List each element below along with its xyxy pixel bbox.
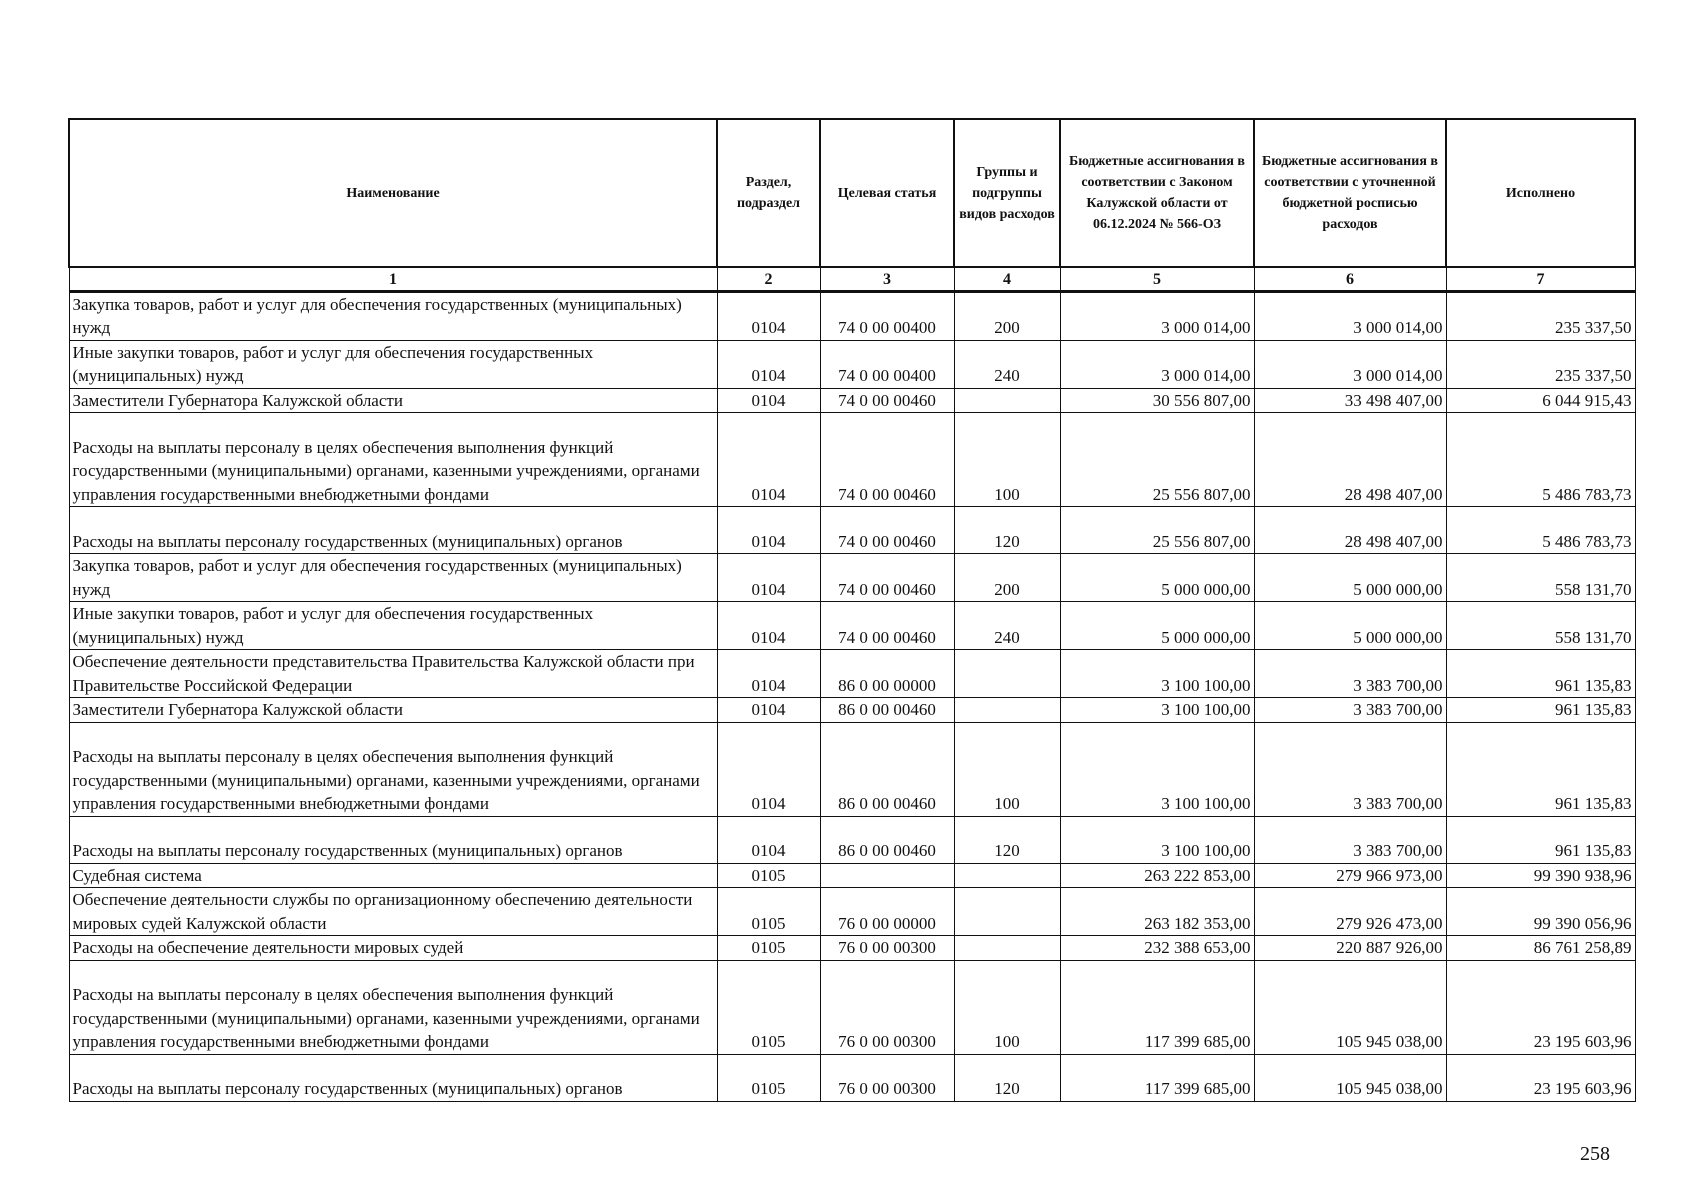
cell-target: 76 0 00 00300: [820, 936, 954, 961]
cell-executed-amount: 961 135,83: [1446, 650, 1635, 698]
table-row: [69, 340, 1635, 388]
header-refined: Бюджетные ассигнования в соответствии с уточненной бюджетной росписью расходов: [1254, 119, 1446, 267]
cell-name: Закупка товаров, работ и услуг для обеспечения государственных (муниципальных) нужд: [69, 291, 717, 340]
column-number: 5: [1060, 267, 1254, 291]
table-row: [69, 602, 1635, 650]
table-row: [69, 960, 1635, 1054]
cell-law-amount: 5 000 000,00: [1060, 602, 1254, 650]
cell-law-amount: 5 000 000,00: [1060, 554, 1254, 602]
cell-refined-amount: 105 945 038,00: [1254, 1054, 1446, 1101]
cell-target: [820, 863, 954, 888]
cell-law-amount: 263 182 353,00: [1060, 888, 1254, 936]
cell-section: 0105: [717, 888, 820, 936]
cell-section: 0104: [717, 650, 820, 698]
cell-target: 74 0 00 00460: [820, 507, 954, 554]
cell-executed-amount: 23 195 603,96: [1446, 1054, 1635, 1101]
cell-group: 120: [954, 1054, 1060, 1101]
cell-section: 0104: [717, 507, 820, 554]
cell-group: 100: [954, 722, 1060, 816]
cell-name: Расходы на выплаты персоналу в целях обеспечения выполнения функций государственными (муниципальными) органами, казенными учреждениями, органами управления государственными внебюджетными фондами: [69, 413, 717, 507]
column-number: 2: [717, 267, 820, 291]
cell-target: 86 0 00 00460: [820, 816, 954, 863]
table-row: [69, 413, 1635, 507]
cell-law-amount: 117 399 685,00: [1060, 1054, 1254, 1101]
column-number: 7: [1446, 267, 1635, 291]
cell-name: Судебная система: [69, 863, 717, 888]
cell-target: 86 0 00 00460: [820, 722, 954, 816]
cell-group: [954, 888, 1060, 936]
cell-refined-amount: 3 383 700,00: [1254, 698, 1446, 723]
cell-executed-amount: 5 486 783,73: [1446, 413, 1635, 507]
cell-refined-amount: 33 498 407,00: [1254, 388, 1446, 413]
cell-group: 120: [954, 816, 1060, 863]
cell-refined-amount: 105 945 038,00: [1254, 960, 1446, 1054]
table-row: [69, 816, 1635, 863]
cell-name: Заместители Губернатора Калужской области: [69, 698, 717, 723]
cell-refined-amount: 3 383 700,00: [1254, 722, 1446, 816]
cell-name: Обеспечение деятельности представительства Правительства Калужской области при Правительстве Российской Федерации: [69, 650, 717, 698]
cell-refined-amount: 279 926 473,00: [1254, 888, 1446, 936]
cell-law-amount: 3 100 100,00: [1060, 698, 1254, 723]
cell-target: 74 0 00 00400: [820, 291, 954, 340]
cell-executed-amount: 558 131,70: [1446, 602, 1635, 650]
cell-refined-amount: 3 383 700,00: [1254, 650, 1446, 698]
cell-group: [954, 650, 1060, 698]
header-group: Группы и подгруппы видов расходов: [954, 119, 1060, 267]
cell-executed-amount: 5 486 783,73: [1446, 507, 1635, 554]
cell-section: 0104: [717, 816, 820, 863]
cell-refined-amount: 220 887 926,00: [1254, 936, 1446, 961]
cell-target: 86 0 00 00460: [820, 698, 954, 723]
cell-section: 0104: [717, 554, 820, 602]
cell-law-amount: 3 100 100,00: [1060, 722, 1254, 816]
column-number: 4: [954, 267, 1060, 291]
cell-executed-amount: 558 131,70: [1446, 554, 1635, 602]
cell-section: 0104: [717, 722, 820, 816]
column-number: 3: [820, 267, 954, 291]
cell-name: Расходы на обеспечение деятельности мировых судей: [69, 936, 717, 961]
cell-name: Расходы на выплаты персоналу в целях обеспечения выполнения функций государственными (муниципальными) органами, казенными учреждениями, органами управления государственными внебюджетными фондами: [69, 722, 717, 816]
cell-section: 0104: [717, 340, 820, 388]
cell-name: Расходы на выплаты персоналу государственных (муниципальных) органов: [69, 816, 717, 863]
cell-group: [954, 863, 1060, 888]
column-number: 1: [69, 267, 717, 291]
cell-section: 0104: [717, 413, 820, 507]
cell-name: Заместители Губернатора Калужской области: [69, 388, 717, 413]
cell-name: Расходы на выплаты персоналу государственных (муниципальных) органов: [69, 1054, 717, 1101]
header-law: Бюджетные ассигнования в соответствии с Законом Калужской области от 06.12.2024 № 566-ОЗ: [1060, 119, 1254, 267]
cell-group: 240: [954, 340, 1060, 388]
cell-executed-amount: 235 337,50: [1446, 340, 1635, 388]
cell-section: 0104: [717, 291, 820, 340]
cell-section: 0105: [717, 1054, 820, 1101]
table-row: [69, 863, 1635, 888]
budget-table: [68, 118, 1636, 1102]
cell-name: Расходы на выплаты персоналу государственных (муниципальных) органов: [69, 507, 717, 554]
table-row: [69, 1054, 1635, 1101]
cell-target: 74 0 00 00400: [820, 340, 954, 388]
table-row: [69, 722, 1635, 816]
header-executed: Исполнено: [1446, 119, 1635, 267]
table-row: [69, 650, 1635, 698]
cell-target: 76 0 00 00300: [820, 1054, 954, 1101]
table-row: [69, 888, 1635, 936]
cell-law-amount: 232 388 653,00: [1060, 936, 1254, 961]
table-row: [69, 554, 1635, 602]
cell-law-amount: 3 100 100,00: [1060, 650, 1254, 698]
cell-name: Закупка товаров, работ и услуг для обеспечения государственных (муниципальных) нужд: [69, 554, 717, 602]
table-row: [69, 291, 1635, 340]
cell-target: 76 0 00 00300: [820, 960, 954, 1054]
cell-refined-amount: 5 000 000,00: [1254, 602, 1446, 650]
column-number-row: [69, 267, 1635, 291]
cell-executed-amount: 6 044 915,43: [1446, 388, 1635, 413]
cell-law-amount: 3 000 014,00: [1060, 340, 1254, 388]
cell-target: 74 0 00 00460: [820, 388, 954, 413]
cell-target: 74 0 00 00460: [820, 554, 954, 602]
cell-group: [954, 388, 1060, 413]
cell-section: 0105: [717, 936, 820, 961]
cell-group: 100: [954, 413, 1060, 507]
cell-executed-amount: 99 390 938,96: [1446, 863, 1635, 888]
cell-name: Иные закупки товаров, работ и услуг для обеспечения государственных (муниципальных) нужд: [69, 602, 717, 650]
cell-target: 76 0 00 00000: [820, 888, 954, 936]
cell-refined-amount: 279 966 973,00: [1254, 863, 1446, 888]
cell-group: 100: [954, 960, 1060, 1054]
page-number: 258: [1580, 1143, 1610, 1165]
cell-law-amount: 117 399 685,00: [1060, 960, 1254, 1054]
cell-refined-amount: 28 498 407,00: [1254, 507, 1446, 554]
cell-group: 200: [954, 291, 1060, 340]
table-row: [69, 388, 1635, 413]
cell-target: 86 0 00 00000: [820, 650, 954, 698]
cell-name: Иные закупки товаров, работ и услуг для обеспечения государственных (муниципальных) нужд: [69, 340, 717, 388]
cell-group: 120: [954, 507, 1060, 554]
cell-group: [954, 698, 1060, 723]
cell-law-amount: 25 556 807,00: [1060, 507, 1254, 554]
cell-section: 0104: [717, 602, 820, 650]
cell-executed-amount: 235 337,50: [1446, 291, 1635, 340]
cell-refined-amount: 3 000 014,00: [1254, 340, 1446, 388]
cell-section: 0104: [717, 698, 820, 723]
cell-law-amount: 30 556 807,00: [1060, 388, 1254, 413]
cell-executed-amount: 961 135,83: [1446, 698, 1635, 723]
header-name: Наименование: [69, 119, 717, 267]
budget-document: [68, 118, 1634, 1102]
cell-executed-amount: 961 135,83: [1446, 816, 1635, 863]
cell-refined-amount: 5 000 000,00: [1254, 554, 1446, 602]
table-row: [69, 936, 1635, 961]
header-target: Целевая статья: [820, 119, 954, 267]
cell-refined-amount: 28 498 407,00: [1254, 413, 1446, 507]
budget-table-body: [69, 291, 1635, 1101]
cell-law-amount: 263 222 853,00: [1060, 863, 1254, 888]
cell-executed-amount: 86 761 258,89: [1446, 936, 1635, 961]
table-row: [69, 698, 1635, 723]
table-row: [69, 507, 1635, 554]
header-row: [69, 119, 1635, 267]
cell-name: Расходы на выплаты персоналу в целях обеспечения выполнения функций государственными (муниципальными) органами, казенными учреждениями, органами управления государственными внебюджетными фондами: [69, 960, 717, 1054]
column-number: 6: [1254, 267, 1446, 291]
header-section: Раздел, подраздел: [717, 119, 820, 267]
cell-law-amount: 25 556 807,00: [1060, 413, 1254, 507]
cell-executed-amount: 99 390 056,96: [1446, 888, 1635, 936]
cell-name: Обеспечение деятельности службы по организационному обеспечению деятельности мировых судей Калужской области: [69, 888, 717, 936]
cell-group: 200: [954, 554, 1060, 602]
cell-group: [954, 936, 1060, 961]
cell-section: 0105: [717, 960, 820, 1054]
cell-section: 0104: [717, 388, 820, 413]
cell-group: 240: [954, 602, 1060, 650]
cell-target: 74 0 00 00460: [820, 602, 954, 650]
cell-law-amount: 3 100 100,00: [1060, 816, 1254, 863]
cell-executed-amount: 23 195 603,96: [1446, 960, 1635, 1054]
cell-executed-amount: 961 135,83: [1446, 722, 1635, 816]
cell-target: 74 0 00 00460: [820, 413, 954, 507]
cell-law-amount: 3 000 014,00: [1060, 291, 1254, 340]
cell-section: 0105: [717, 863, 820, 888]
cell-refined-amount: 3 383 700,00: [1254, 816, 1446, 863]
cell-refined-amount: 3 000 014,00: [1254, 291, 1446, 340]
